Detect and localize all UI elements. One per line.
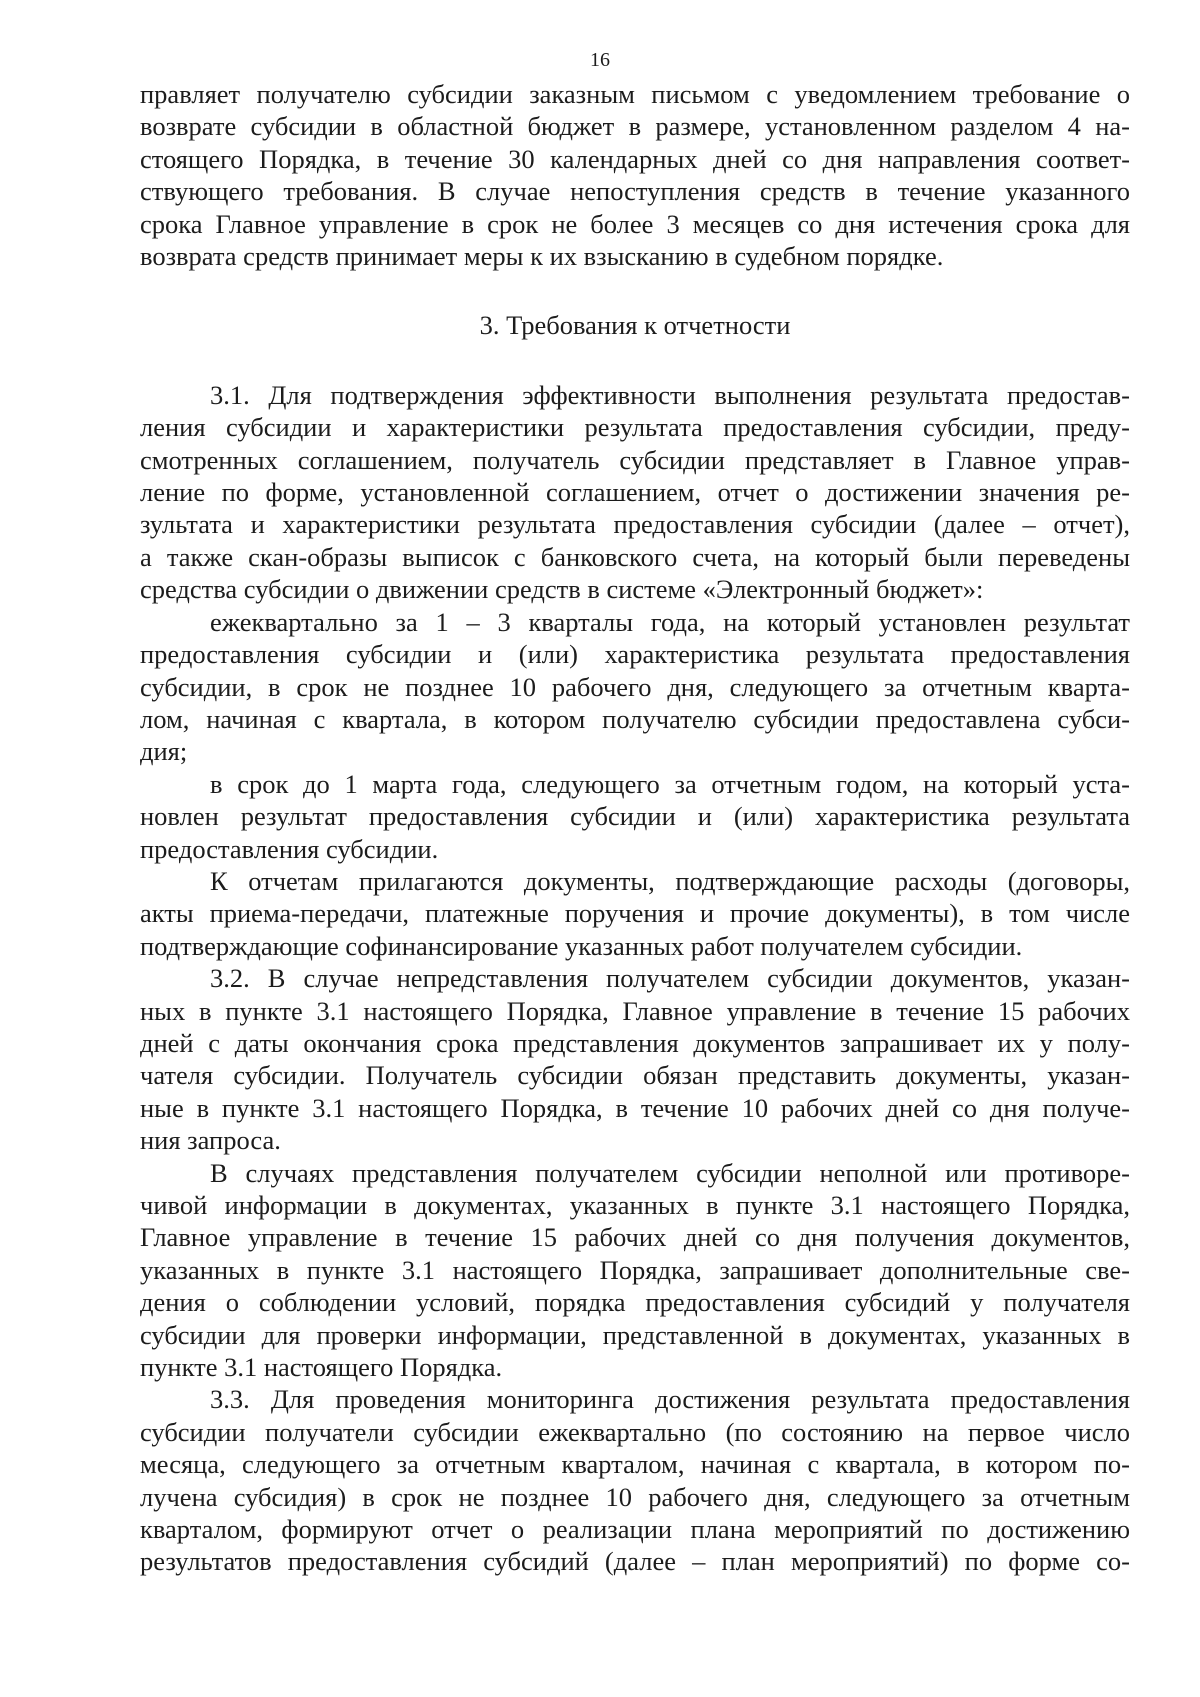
paragraph-3-1-attachments	[140, 865, 1130, 962]
text-line: лучена субсидия) в срок не позднее 10 рабочего дня, следующего за отчетным	[140, 1481, 1130, 1512]
text-line: чателя субсидии. Получатель субсидии обязан представить документы, указан-	[140, 1060, 1130, 1091]
text-line: 3.1. Для подтверждения эффективности выполнения результата предостав-	[210, 379, 1130, 410]
text-line: в срок до 1 марта года, следующего за отчетным годом, на который уста-	[210, 768, 1130, 799]
text-line: лом, начиная с квартала, в котором получателю субсидии предоставлена субси-	[140, 703, 1130, 734]
text-line: а также скан-образы выписок с банковского счета, на который были переведены	[140, 541, 1130, 572]
text-line: ление по форме, установленной соглашением, отчет о достижении значения ре-	[140, 477, 1130, 508]
text-line: возврате субсидии в областной бюджет в размере, установленном разделом 4 на-	[140, 111, 1130, 142]
text-line: ния запроса.	[140, 1125, 281, 1156]
text-line: стоящего Порядка, в течение 30 календарных дней со дня направления соответ-	[140, 143, 1130, 174]
text-line: субсидии получатели субсидии ежеквартально (по состоянию на первое число	[140, 1416, 1130, 1447]
text-line: чивой информации в документах, указанных в пункте 3.1 настоящего Порядка,	[140, 1190, 1130, 1220]
text-line: ления субсидии и характеристики результата предоставления субсидии, преду-	[140, 412, 1130, 443]
text-line: дения о соблюдении условий, порядка предоставления субсидий у получателя	[140, 1287, 1130, 1318]
text-line: месяца, следующего за отчетным кварталом, начиная с квартала, в котором по-	[140, 1449, 1130, 1480]
text-line: ные в пункте 3.1 настоящего Порядка, в течение 10 рабочих дней со дня получе-	[140, 1092, 1130, 1123]
text-line: 3.3. Для проведения мониторинга достижения результата предоставления	[210, 1384, 1130, 1415]
text-line: субсидии для проверки информации, представленной в документах, указанных в	[140, 1319, 1130, 1350]
text-line: 3.2. В случае непредставления получателем субсидии документов, указан-	[210, 963, 1130, 994]
page-number: 16	[590, 49, 610, 71]
document-body	[140, 78, 1130, 1578]
paragraph-3-1-annual	[140, 768, 1130, 865]
text-line: новлен результат предоставления субсидии и (или) характеристика результата	[140, 801, 1130, 832]
text-line: В случаях представления получателем субсидии неполной или противоре-	[210, 1157, 1130, 1188]
text-line: возврата средств принимает меры к их взысканию в судебном порядке.	[140, 241, 944, 272]
text-line: акты приема-передачи, платежные поручения и прочие документы), в том числе	[140, 898, 1130, 929]
text-line: зультата и характеристики результата предоставления субсидии (далее – отчет),	[140, 509, 1130, 540]
paragraph-3-1	[140, 379, 1130, 606]
paragraph-3-1-quarterly	[140, 606, 1130, 768]
text-line: указанных в пункте 3.1 настоящего Порядка, запрашивает дополнительные све-	[140, 1254, 1130, 1285]
paragraph-3-2	[140, 962, 1130, 1156]
text-line: кварталом, формируют отчет о реализации плана мероприятий по достижению	[140, 1514, 1130, 1545]
text-line: средства субсидии о движении средств в системе «Электронный бюджет»:	[140, 574, 984, 605]
paragraph-3-2-incomplete	[140, 1157, 1130, 1384]
text-line: ежеквартально за 1 – 3 кварталы года, на который установлен результат	[210, 606, 1130, 637]
text-line: предоставления субсидии и (или) характеристика результата предоставления	[140, 639, 1130, 670]
text-line: дия;	[140, 736, 188, 767]
text-line: правляет получателю субсидии заказным письмом с уведомлением требование о	[140, 79, 1130, 109]
text-line: ных в пункте 3.1 настоящего Порядка, Главное управление в течение 15 рабочих	[140, 995, 1130, 1026]
text-line: ствующего требования. В случае непоступления средств в течение указанного	[140, 176, 1130, 207]
text-line: смотренных соглашением, получатель субсидии представляет в Главное управ-	[140, 444, 1130, 475]
text-line: предоставления субсидии.	[140, 833, 439, 864]
text-line: дней с даты окончания срока представления документов запрашивает их у полу-	[140, 1027, 1130, 1058]
text-line: пункте 3.1 настоящего Порядка.	[140, 1352, 503, 1383]
text-line: срока Главное управление в срок не более 3 месяцев со дня истечения срока для	[140, 208, 1130, 239]
intro-paragraph	[140, 78, 1130, 272]
text-line: Главное управление в течение 15 рабочих дней со дня получения документов,	[140, 1222, 1130, 1253]
section-heading: 3. Требования к отчетности	[479, 310, 791, 341]
text-line: подтверждающие софинансирование указанных работ получателем субсидии.	[140, 930, 1023, 961]
paragraph-3-3	[140, 1383, 1130, 1577]
text-line: результатов предоставления субсидий (далее – план мероприятий) по форме со-	[140, 1546, 1130, 1577]
text-line: К отчетам прилагаются документы, подтверждающие расходы (договоры,	[210, 865, 1130, 896]
text-line: субсидии, в срок не позднее 10 рабочего дня, следующего за отчетным кварта-	[140, 671, 1130, 702]
